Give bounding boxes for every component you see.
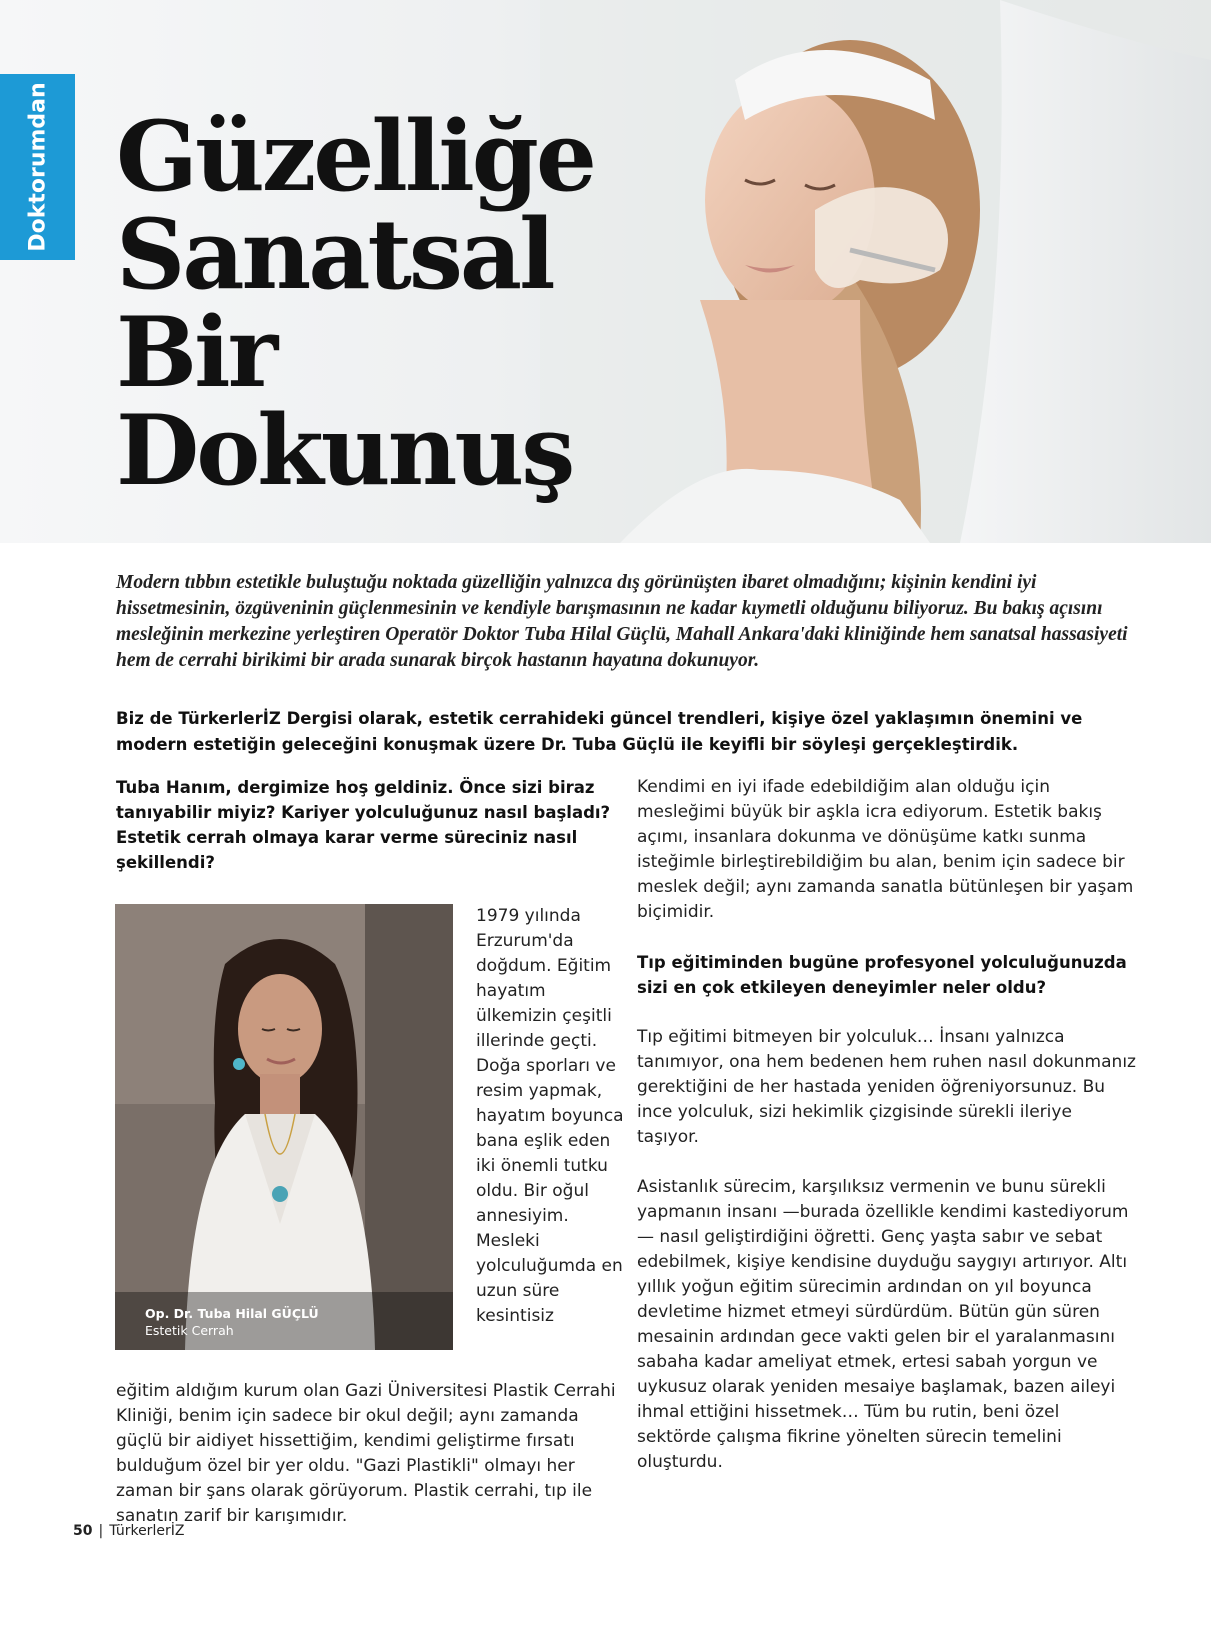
answer-paragraph: eğitim aldığım kurum olan Gazi Üniversitesi Plastik Cerrahi Kliniği, benim için sadece bir okul değil; aynı zamanda güçlü bir aidiyet hissettiğim, kendimi geliştirme fırsatı bulduğum özel bir yer oldu. "Gazi Plastikli" olmayı her zaman bir şans olarak görüyorum. Plastik cerrahi, tıp ile sanatın zarif bir karışımıdır. — [116, 1381, 616, 1526]
footer-separator: | — [98, 1523, 104, 1539]
interview-question: Tıp eğitiminden bugüne profesyonel yolculuğunuzda sizi en çok etkileyen deneyimler neler oldu? — [637, 953, 1127, 997]
caption-role: Estetik Cerrah — [145, 1323, 234, 1338]
article-title — [116, 100, 594, 507]
answer-wide-block — [116, 1379, 616, 1529]
answer-paragraph: Tıp eğitimi bitmeyen bir yolculuk… İnsanı yalnızca tanımıyor, ona hem bedenen hem ruhen nasıl dokunmanız gerektiğini de her hastada yeniden öğreniyorsunuz. Bu ince yolculuk, sizi hekimlik çizgisinde sürekli ileriye taşıyor. — [637, 1027, 1136, 1147]
section-tab — [0, 74, 75, 260]
title-line: Dokunuş — [116, 394, 573, 507]
magazine-name: TürkerlerİZ — [109, 1523, 185, 1539]
page-footer — [73, 1523, 184, 1539]
caption-name: Op. Dr. Tuba Hilal GÜÇLÜ — [145, 1306, 319, 1321]
interview-question: Tuba Hanım, dergimize hoş geldiniz. Önce sizi biraz tanıyabilir miyiz? Kariyer yolculuğunuz nasıl başladı? Estetik cerrah olmaya karar verme süreciniz nasıl şekillendi? — [116, 778, 611, 872]
title-line: Güzelliğe — [116, 100, 594, 213]
photo-caption — [115, 1292, 453, 1350]
answer-paragraph: Kendimi en iyi ifade edebildiğim alan olduğu için mesleğimi büyük bir aşkla icra ediyorum. Estetik bakış açımı, insanlara dokunma ve dönüşüme katkı sunma isteğimle birleştirebildiğim bu alan, benim için sadece bir meslek değil; aynı zamanda sanatla bütünleşen bir yaşam biçimidir. — [637, 777, 1134, 922]
hero-photo — [0, 0, 1211, 543]
intro-paragraph: Modern tıbbın estetikle buluştuğu noktada güzelliğin yalnızca dış görünüşten ibaret olmadığını; kişinin kendini iyi hissetmesinin, özgüveninin güçlenmesinin ve kendiyle barışmasının ne kadar kıymetli olduğunu biliyoruz. Bu bakış açısını mesleğinin merkezine yerleştiren Operatör Doktor Tuba Hilal Güçlü, Mahall Ankara'daki kliniğinde hem sanatsal hassasiyeti hem de cerrahi birikimi bir arada sunarak birçok hastanın hayatına dokunuyor. — [116, 572, 1128, 671]
page-number: 50 — [73, 1523, 93, 1539]
right-column — [637, 775, 1137, 1475]
answer-paragraph: 1979 yılında Erzurum'da doğdum. Eğitim hayatım ülkemizin çeşitli illerinde geçti. Doğa sporları ve resim yapmak, hayatım boyunca bana eşlik eden iki önemli tutku oldu. Bir oğul annesiyim. Mesleki yolculuğumda en uzun süre kesintisiz — [476, 906, 624, 1326]
portrait-illustration — [115, 904, 453, 1350]
section-tab-label: Doktorumdan — [25, 82, 50, 252]
left-column — [116, 775, 616, 875]
lead-paragraph: Biz de TürkerlerİZ Dergisi olarak, estetik cerrahideki güncel trendleri, kişiye özel yaklaşımın önemini ve modern estetiğin geleceğini konuşmak üzere Dr. Tuba Güçlü ile keyifli bir söyleşi gerçekleştirdik. — [116, 709, 1083, 754]
doctor-portrait — [115, 904, 453, 1350]
title-line: Sanatsal — [116, 198, 553, 311]
answer-paragraph: Asistanlık sürecim, karşılıksız vermenin ve bunu sürekli yapmanın insanı —burada özellikle kendimi kastediyorum— nasıl geliştirdiğini öğretti. Genç yaşta sabır ve sebat edebilmek, kişiye kendisine duyduğu saygıyı artırıyor. Altı yıllık yoğun eğitim sürecimin ardından on yıl boyunca devletime hizmet etmeyi sürdürdüm. Bütün gün süren mesainin ardından gece vakti gelen bir el yaralanmasını sabaha kadar ameliyat etmek, ertesi sabah yorgun ve uykusuz olarak yeniden mesaiye başlamak, bazen aileyi ihmal ettiğini hissetmek… Tüm bu rutin, beni özel sektörde çalışma fikrine yönelten sürecin temelini oluşturdu. — [637, 1177, 1129, 1472]
answer-narrow-column — [476, 904, 626, 1329]
title-line: Bir — [116, 296, 276, 409]
